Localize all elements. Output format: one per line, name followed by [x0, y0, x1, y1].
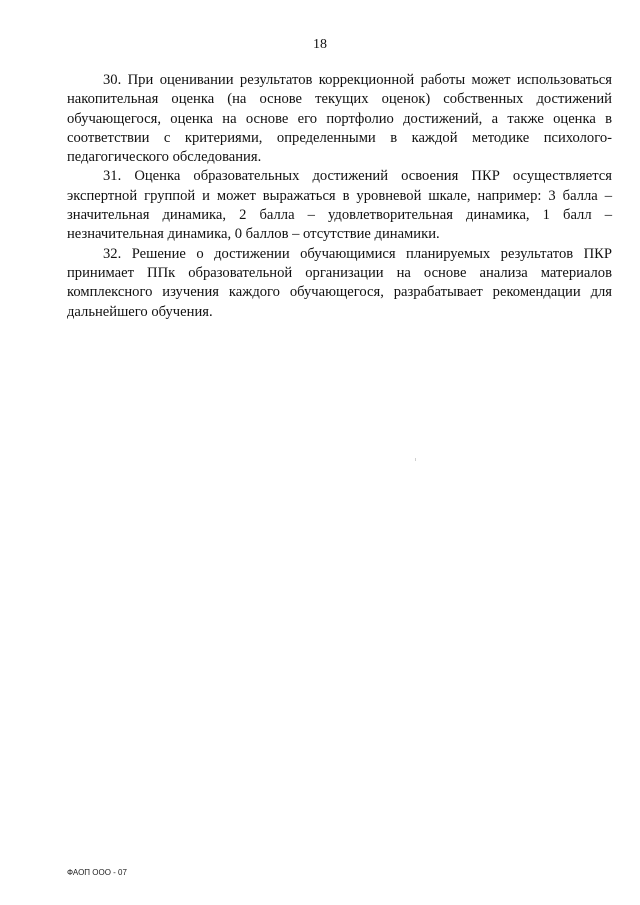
paragraph-32: 32. Решение о достижении обучающимися планируемых результатов ПКР принимает ППк образовательной организации на основе анализа материалов комплексного изучения каждого обучающегося, разрабатывает рекомендации для дальнейшего обучения. [67, 245, 612, 320]
paragraph-31: 31. Оценка образовательных достижений освоения ПКР осуществляется экспертной группой и может выражаться в уровневой шкале, например: 3 балла – значительная динамика, 2 балла – удовлетворительная динамика, 1 балл – незначительная динамика, 0 баллов – отсутствие динамики. [67, 168, 612, 243]
document-body [67, 71, 612, 322]
footer-document-code: ФАОП ООО - 07 [67, 868, 127, 877]
paragraph-30: 30. При оценивании результатов коррекционной работы может использоваться накопительная оценка (на основе текущих оценок) собственных достижений обучающегося, оценка на основе его портфолио достижений, а также оценка в соответствии с критериями, определенными в каждой методике психолого-педагогического обследования. [67, 72, 612, 166]
scan-speck [415, 458, 416, 461]
page-number: 18 [313, 37, 327, 52]
